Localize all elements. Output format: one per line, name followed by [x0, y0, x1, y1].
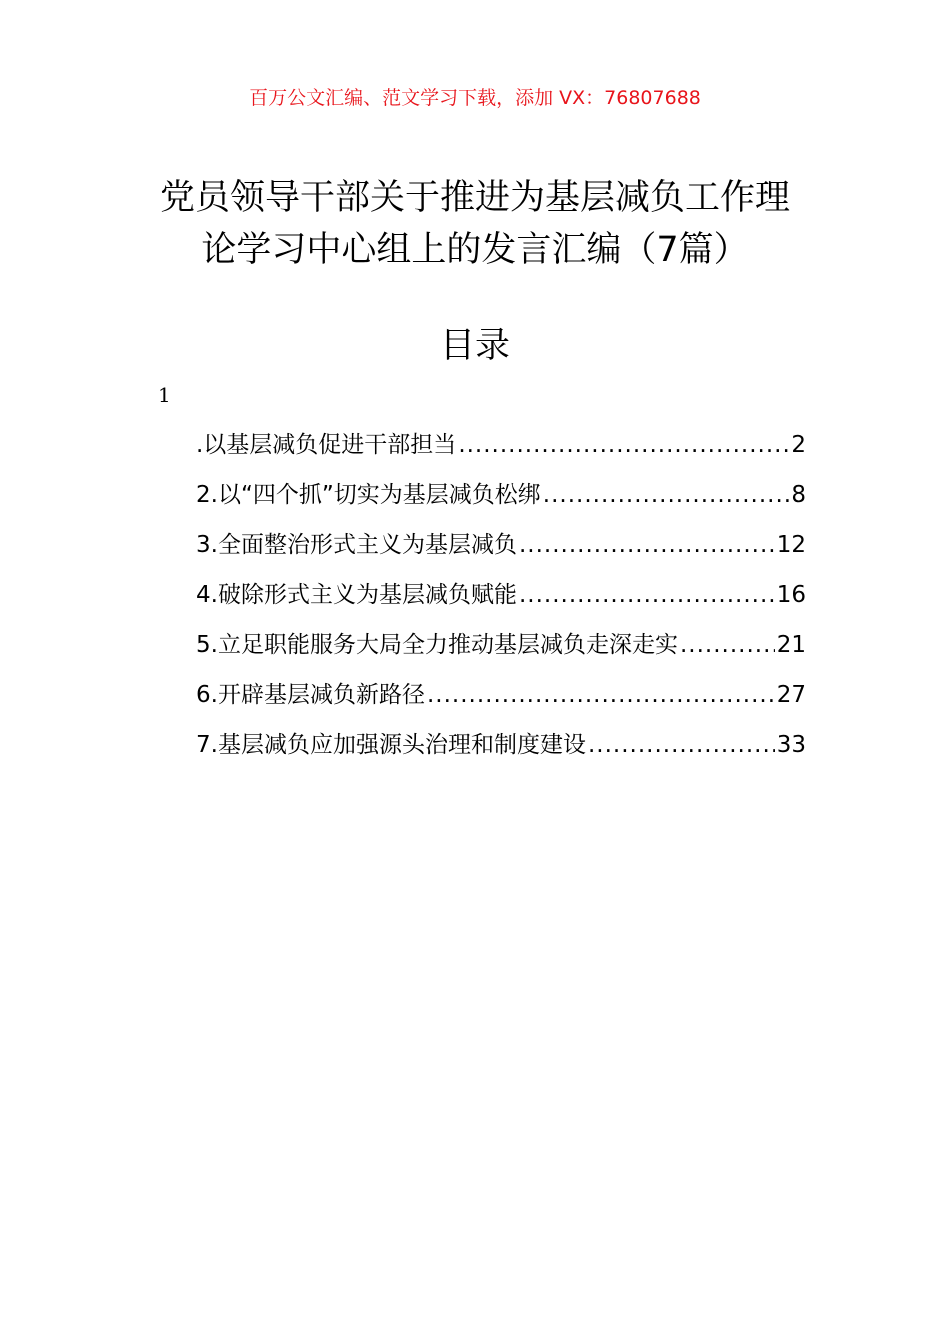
toc-entry-page: 33	[776, 732, 806, 758]
document-title-line-2: 论学习中心组上的发言汇编（7篇）	[201, 230, 749, 270]
toc-entry-title: 5.立足职能服务大局全力推动基层减负走深走实	[196, 632, 678, 658]
toc-entry[interactable]	[196, 478, 806, 528]
toc-entry-page: 21	[776, 632, 806, 658]
toc-entry-page: 8	[791, 482, 806, 508]
toc-entry-title: 6.开辟基层减负新路径	[196, 682, 425, 708]
document-title	[140, 172, 810, 276]
toc-dot-leader	[588, 728, 775, 762]
header-banner: 百万公文汇编、范文学习下载，添加 VX：76807688	[249, 87, 701, 109]
toc-entry-title: 3.全面整治形式主义为基层减负	[196, 532, 517, 558]
document-title-line-1: 党员领导干部关于推进为基层减负工作理	[159, 178, 790, 218]
toc-entry[interactable]	[196, 678, 806, 728]
stray-number: 1	[158, 383, 171, 407]
toc-entry[interactable]	[196, 578, 806, 628]
table-of-contents	[196, 428, 806, 778]
toc-entry-page: 27	[776, 682, 806, 708]
toc-dot-leader	[519, 578, 775, 612]
toc-entry[interactable]	[196, 428, 806, 478]
toc-entry[interactable]	[196, 628, 806, 678]
toc-entry-title: 4.破除形式主义为基层减负赋能	[196, 582, 517, 608]
toc-entry-page: 16	[776, 582, 806, 608]
toc-entry[interactable]	[196, 528, 806, 578]
toc-entry-title: 7.基层减负应加强源头治理和制度建设	[196, 732, 586, 758]
toc-entry[interactable]	[196, 728, 806, 778]
toc-dot-leader	[680, 628, 775, 662]
toc-dot-leader	[458, 428, 789, 462]
toc-dot-leader	[543, 478, 790, 512]
toc-entry-title: 2.以“四个抓”切实为基层减负松绑	[196, 482, 541, 508]
toc-heading: 目录	[439, 326, 510, 366]
toc-dot-leader	[427, 678, 775, 712]
toc-entry-title: .以基层减负促进干部担当	[196, 432, 457, 458]
toc-dot-leader	[519, 528, 775, 562]
toc-entry-page: 12	[776, 532, 806, 558]
toc-entry-page: 2	[791, 432, 806, 458]
